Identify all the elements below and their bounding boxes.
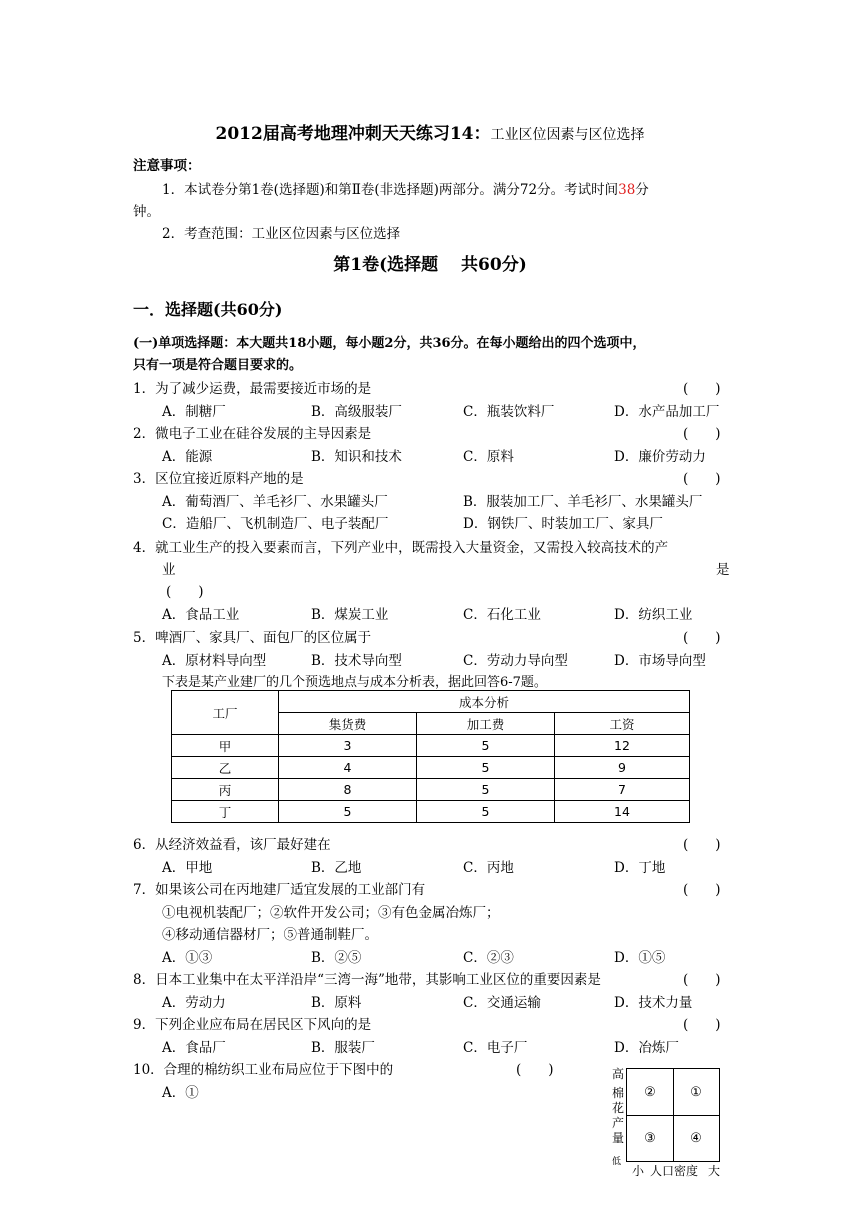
q9-answer-paren: ( ) (683, 1017, 721, 1033)
col-factory-header: 工厂 (172, 691, 279, 735)
quadrant-2: ② (644, 1084, 656, 1100)
q8-option-d: D．技术力量 (614, 995, 693, 1011)
table-intro: 下表是某产业建厂的几个预选地点与成本分析表，据此回答6-7题。 (162, 675, 547, 690)
y-axis-label: 棉花产量 (612, 1086, 625, 1145)
q7-option-a: A．①③ (162, 950, 213, 966)
notice-item-1-text: 1．本试卷分第1卷(选择题)和第Ⅱ卷(非选择题)两部分。满分72分。考试时间 (162, 182, 619, 198)
cost-cell: 12 (555, 735, 690, 757)
x-axis-small: 小 (632, 1164, 645, 1178)
table-header-row (172, 691, 690, 713)
y-axis-high: 高 (612, 1067, 625, 1081)
col-wage: 工资 (555, 713, 690, 735)
q8-option-a: A．劳动力 (162, 995, 226, 1011)
q3-option-b: B．服装加工厂、羊毛衫厂、水果罐头厂 (463, 494, 703, 510)
notice-item-1-cont: 钟。 (133, 204, 160, 220)
cost-cell: 5 (279, 801, 417, 823)
q3-option-d: D．钢铁厂、时装加工厂、家具厂 (463, 516, 663, 532)
grid-divider-horizontal (627, 1115, 719, 1116)
q8-option-c: C．交通运输 (463, 995, 541, 1011)
q7-option-b: B．②⑤ (311, 950, 362, 966)
title-sub: 工业区位因素与区位选择 (490, 127, 645, 143)
cotton-population-diagram (612, 1066, 726, 1178)
q8-stem: 8．日本工业集中在太平洋沿岸“三湾一海”地带，其影响工业区位的重要因素是 (133, 972, 601, 988)
q1-option-a: A．制糖厂 (162, 404, 226, 420)
table-row (172, 779, 690, 801)
q2-answer-paren: ( ) (683, 426, 721, 442)
q3-stem: 3．区位宜接近原料产地的是 (133, 471, 304, 487)
q2-option-a: A．能源 (162, 449, 213, 465)
q6-option-b: B．乙地 (311, 860, 362, 876)
factory-name: 丙 (172, 779, 279, 801)
q5-answer-paren: ( ) (683, 630, 721, 646)
q9-option-b: B．服装厂 (311, 1040, 375, 1056)
page-title (0, 119, 860, 144)
notice-heading: 注意事项： (133, 158, 201, 174)
q3-answer-paren: ( ) (683, 471, 721, 487)
q2-option-d: D．廉价劳动力 (614, 449, 706, 465)
q4-option-d: D．纺织工业 (614, 607, 693, 623)
x-axis-big: 大 (708, 1164, 721, 1178)
q1-answer-paren: ( ) (683, 381, 721, 397)
q7-option-c: C．②③ (463, 950, 514, 966)
quadrant-4: ④ (690, 1130, 702, 1146)
notice-item-1 (162, 178, 649, 198)
y-axis-low: 低 (612, 1157, 622, 1167)
quadrant-1: ① (690, 1084, 702, 1100)
instruction-line-1: (一)单项选择题：本大题共18小题，每小题2分，共36分。在每小题给出的四个选项中， (133, 336, 646, 351)
table-row (172, 757, 690, 779)
q6-option-a: A．甲地 (162, 860, 213, 876)
cost-cell: 8 (279, 779, 417, 801)
notice-item-1-unit: 分 (635, 182, 649, 198)
q2-stem: 2．微电子工业在硅谷发展的主导因素是 (133, 426, 372, 442)
q9-option-d: D．冶炼厂 (614, 1040, 679, 1056)
x-axis-label: 人口密度 (650, 1164, 699, 1178)
q6-option-d: D．丁地 (614, 860, 666, 876)
q9-stem: 9．下列企业应布局在居民区下风向的是 (133, 1017, 372, 1033)
q3-option-a: A．葡萄酒厂、羊毛衫厂、水果罐头厂 (162, 494, 388, 510)
notice-item-2: 2．考查范围：工业区位因素与区位选择 (162, 226, 401, 242)
instruction-line-2: 只有一项是符合题目要求的。 (133, 358, 303, 373)
quadrant-3: ③ (644, 1130, 656, 1146)
q4-stem: 4．就工业生产的投入要素而言，下列产业中，既需投入大量资金，又需投入较高技术的产 (133, 540, 669, 556)
factory-name: 乙 (172, 757, 279, 779)
q1-option-c: C．瓶装饮料厂 (463, 404, 555, 420)
volume-title: 第1卷(选择题 共60分) (333, 255, 527, 275)
q1-option-d: D．水产品加工厂 (614, 404, 720, 420)
cost-cell: 9 (555, 757, 690, 779)
cost-cell: 5 (417, 779, 555, 801)
q6-stem: 6．从经济效益看，该厂最好建在 (133, 837, 331, 853)
q5-option-a: A．原材料导向型 (162, 653, 267, 669)
q5-option-b: B．技术导向型 (311, 653, 402, 669)
q10-option-a: A．① (162, 1085, 199, 1101)
q7-choices-line-2: ④移动通信器材厂；⑤普通制鞋厂。 (162, 927, 378, 943)
col-processing-cost: 加工费 (417, 713, 555, 735)
q1-stem: 1．为了减少运费，最需要接近市场的是 (133, 381, 372, 397)
q6-answer-paren: ( ) (683, 837, 721, 853)
cost-cell: 7 (555, 779, 690, 801)
q4-option-a: A．食品工业 (162, 607, 240, 623)
cost-cell: 14 (555, 801, 690, 823)
q1-option-b: B．高级服装厂 (311, 404, 402, 420)
q9-option-a: A．食品厂 (162, 1040, 226, 1056)
q7-choices-line-1: ①电视机装配厂；②软件开发公司；③有色金属冶炼厂； (162, 905, 500, 921)
cost-cell: 3 (279, 735, 417, 757)
q4-option-c: C．石化工业 (463, 607, 541, 623)
table-row (172, 735, 690, 757)
q5-stem: 5．啤酒厂、家具厂、面包厂的区位属于 (133, 630, 372, 646)
q4-option-b: B．煤炭工业 (311, 607, 389, 623)
cost-cell: 5 (417, 757, 555, 779)
cost-cell: 5 (417, 735, 555, 757)
cost-cell: 5 (417, 801, 555, 823)
q2-option-c: C．原料 (463, 449, 514, 465)
q2-option-b: B．知识和技术 (311, 449, 402, 465)
table-row (172, 801, 690, 823)
title-main: 2012届高考地理冲刺天天练习14： (215, 124, 491, 144)
factory-name: 甲 (172, 735, 279, 757)
q7-answer-paren: ( ) (683, 882, 721, 898)
quadrant-grid (626, 1068, 720, 1162)
q8-answer-paren: ( ) (683, 972, 721, 988)
q4-answer-paren: ( ) (166, 584, 204, 600)
q5-option-c: C．劳动力导向型 (463, 653, 568, 669)
q10-stem: 10．合理的棉纺织工业布局应位于下图中的 (133, 1062, 394, 1078)
col-collection-cost: 集货费 (279, 713, 417, 735)
q4-stem-cont: 业 (162, 562, 176, 578)
cost-cell: 4 (279, 757, 417, 779)
q10-answer-paren: ( ) (516, 1062, 554, 1078)
q5-option-d: D．市场导向型 (614, 653, 706, 669)
q9-option-c: C．电子厂 (463, 1040, 528, 1056)
cost-group-header: 成本分析 (279, 691, 690, 713)
q4-stem-end: 是 (716, 562, 730, 578)
factory-name: 丁 (172, 801, 279, 823)
q3-option-c: C．造船厂、飞机制造厂、电子装配厂 (162, 516, 389, 532)
q8-option-b: B．原料 (311, 995, 362, 1011)
q7-stem: 7．如果该公司在丙地建厂适宜发展的工业部门有 (133, 882, 426, 898)
exam-time: 38 (618, 182, 636, 198)
q6-option-c: C．丙地 (463, 860, 514, 876)
section-title: 一．选择题(共60分) (133, 300, 283, 319)
cost-analysis-table (171, 690, 690, 823)
q7-option-d: D．①⑤ (614, 950, 666, 966)
